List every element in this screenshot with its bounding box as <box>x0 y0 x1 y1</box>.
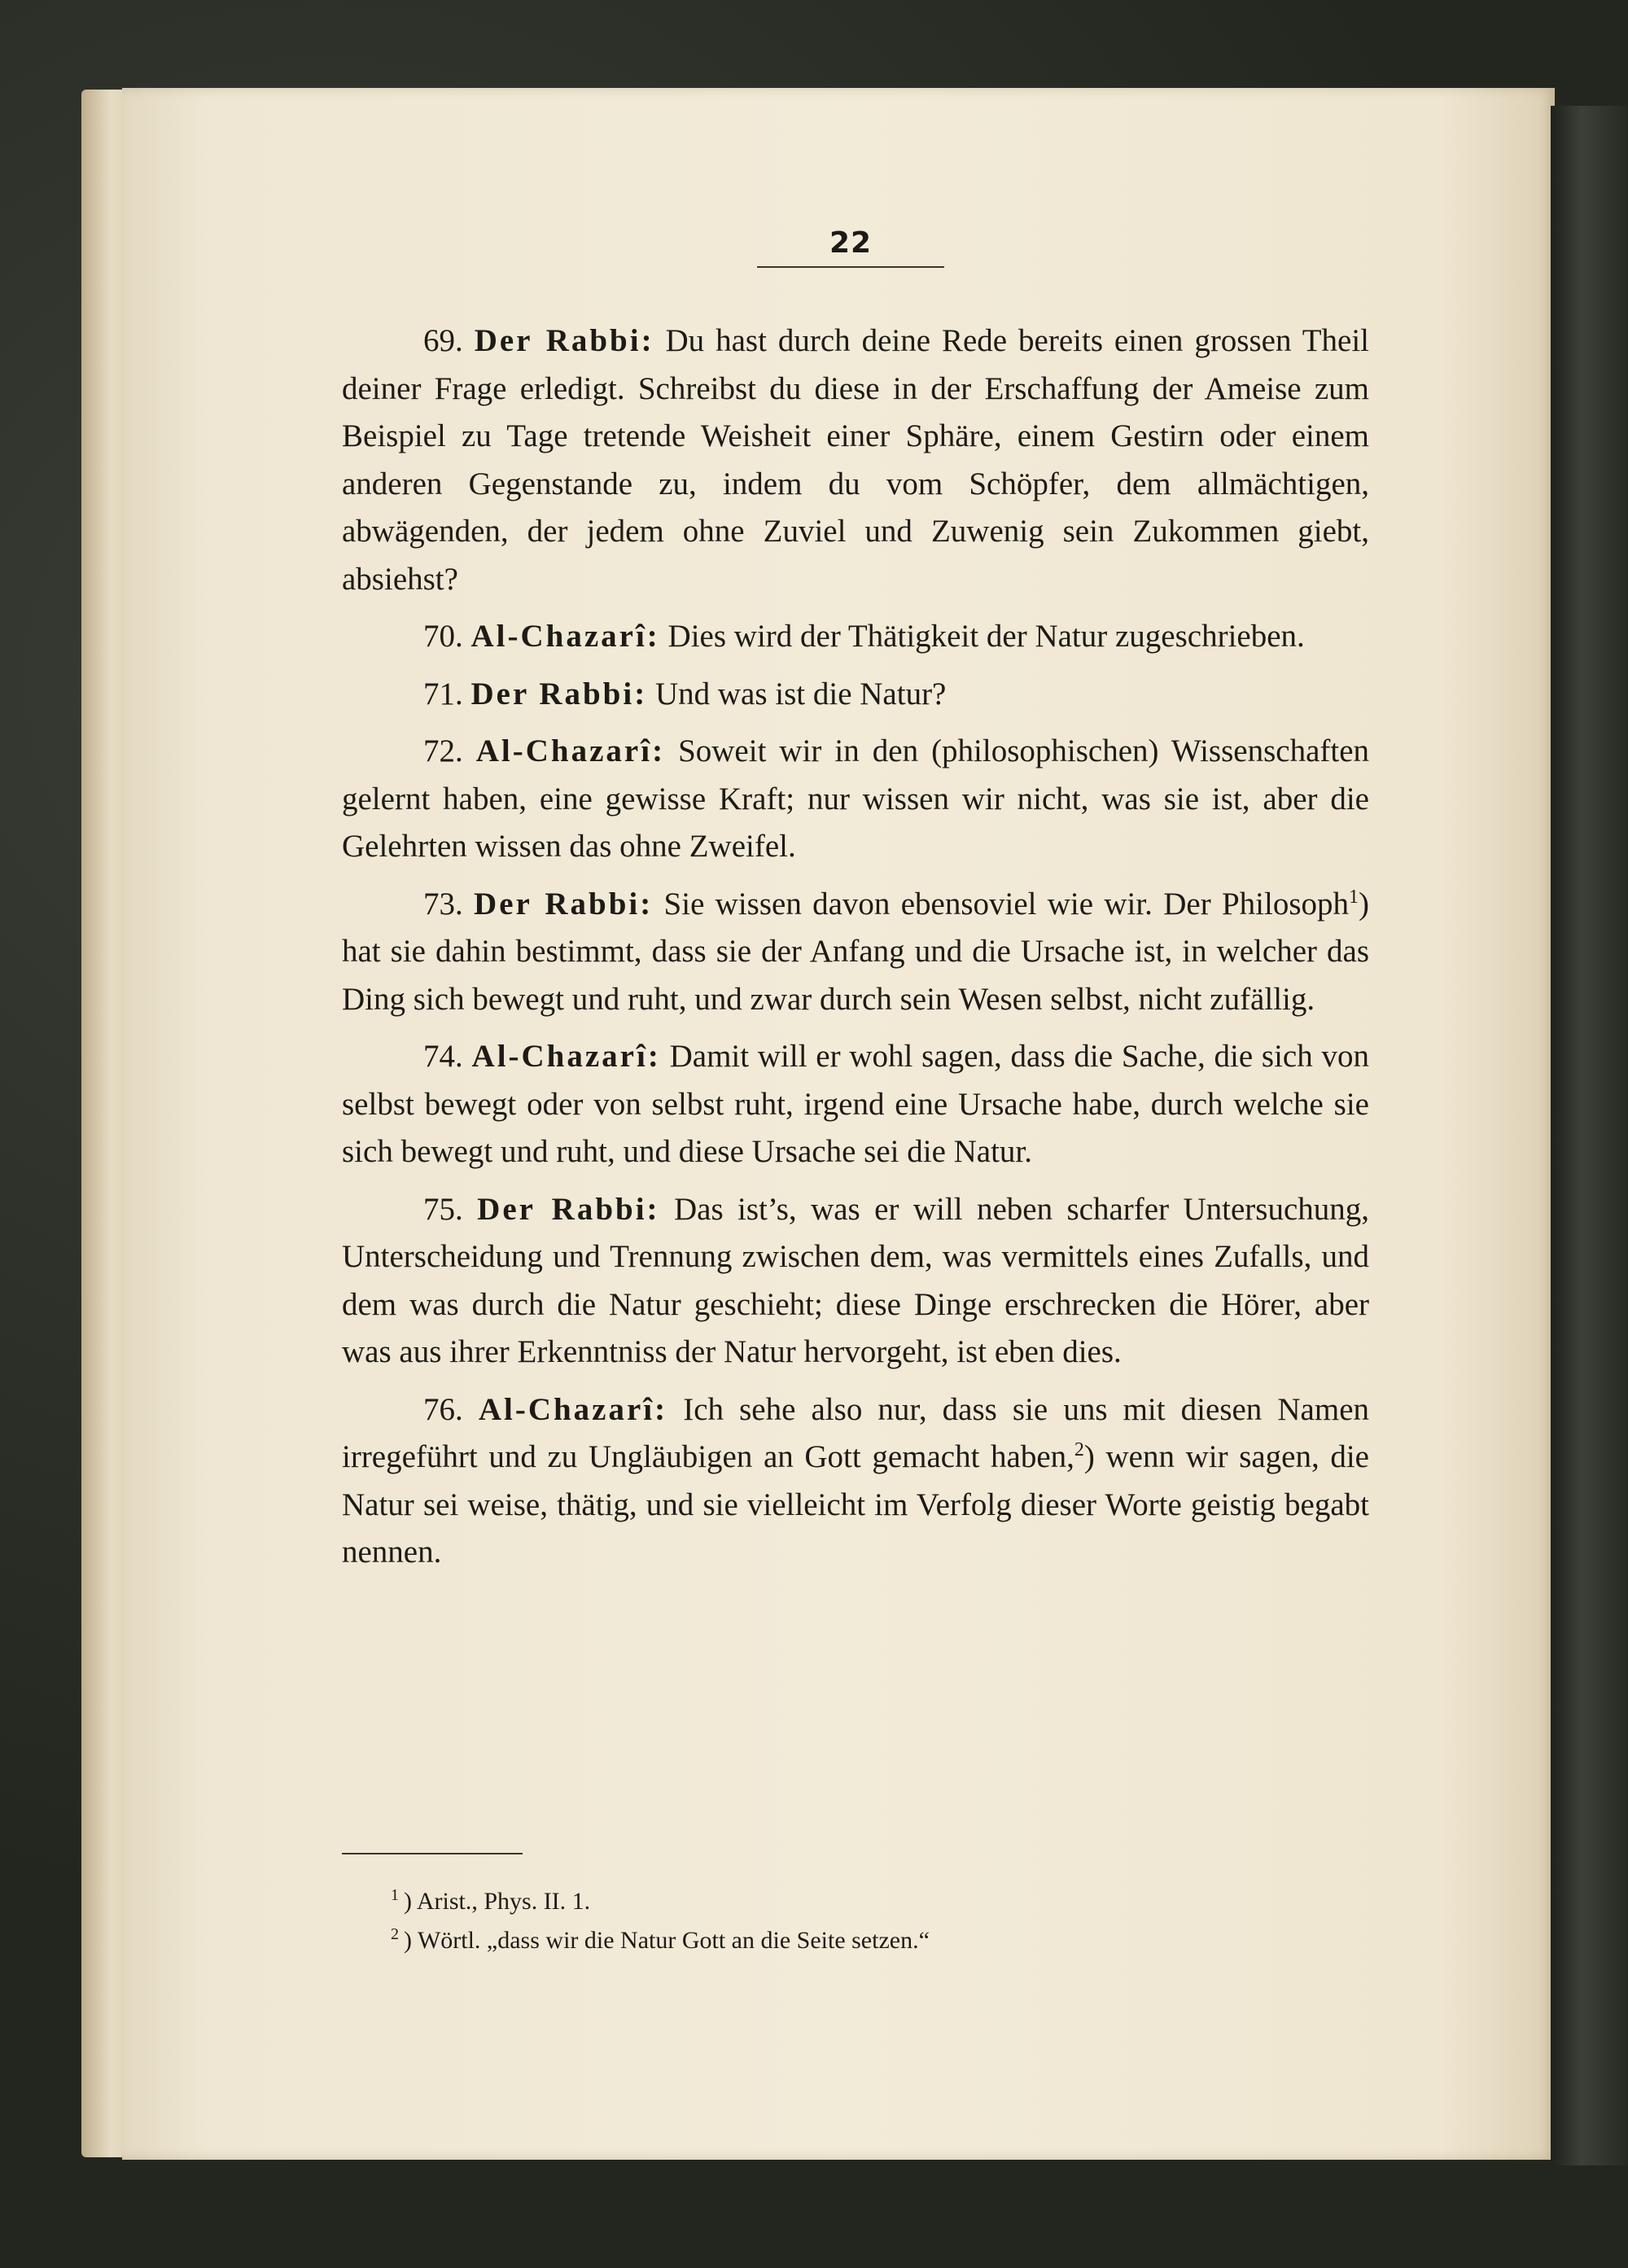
paragraph-text: Das ist’s, was er will neben scharfer Untersuchung, Unterscheidung und Trennung zwischen dem, was vermittels eines Zufalls, und dem was durch die Natur geschieht; diese Dinge erschrecken die Hörer, aber was aus ihrer Erkenntniss der Natur hervorgeht, ist eben dies. <box>342 1191 1370 1369</box>
paragraph-number: 76. <box>423 1391 463 1427</box>
paragraph-number: 74. <box>423 1039 463 1074</box>
footnote-marker: 2 <box>391 1925 399 1943</box>
paragraph-71 <box>342 671 1369 719</box>
paragraph-76 <box>342 1386 1369 1577</box>
paragraph-number: 75. <box>423 1191 463 1227</box>
footnote-1 <box>391 1882 1368 1921</box>
paragraph-72 <box>342 728 1369 871</box>
speaker: Al-Chazarî: <box>475 733 666 768</box>
paragraph-number: 70. <box>423 619 463 654</box>
page-header <box>757 226 944 268</box>
speaker: Der Rabbi: <box>474 323 654 358</box>
paragraph-text: Und was ist die Natur? <box>654 676 947 711</box>
footnote-rule <box>342 1853 523 1854</box>
speaker: Al-Chazarî: <box>470 619 660 654</box>
paragraph-number: 72. <box>423 733 463 768</box>
paragraph-text-continued: ) hat sie dahin bestimmt, dass sie der Anfang und die Ursache ist, in welcher das Ding sich bewegt und ruht, und zwar durch sein Wesen selbst, nicht zufällig. <box>342 886 1369 1017</box>
footnote-2 <box>391 1921 1368 1960</box>
book-binding-edge <box>1551 106 1628 2165</box>
footnote-reference: 1 <box>1349 886 1359 908</box>
paragraph-text: Soweit wir in den (philosophischen) Wissenschaften gelernt haben, eine gewisse Kraft; nur wissen wir nicht, was sie ist, aber die Gelehrten wissen das ohne Zweifel. <box>342 733 1370 864</box>
paragraph-text: Damit will er wohl sagen, dass die Sache, die sich von selbst bewegt oder von selbst ruht, irgend eine Ursache habe, durch welche sie sich bewegt und ruht, und diese Ursache sei die Natur. <box>342 1039 1370 1169</box>
footnotes <box>391 1882 1368 1960</box>
page-number: 22 <box>829 226 873 260</box>
paragraph-text: Du hast durch deine Rede bereits einen grossen Theil deiner Frage erledigt. Schreibst du diese in der Erschaffung der Ameise zum Beispiel zu Tage tretende Weisheit einer Sphäre, einem Gestirn oder einem anderen Gegenstande zu, indem du vom Schöpfer, dem allmächtigen, abwägenden, der jedem ohne Zuviel und Zuwenig sein Zukommen giebt, absiehst? <box>342 323 1370 597</box>
paragraph-number: 69. <box>423 323 463 358</box>
speaker: Al-Chazarî: <box>478 1391 668 1427</box>
footnote-marker: 1 <box>391 1886 399 1904</box>
footnote-reference: 2 <box>1074 1439 1084 1460</box>
paragraph-73 <box>342 881 1369 1024</box>
paragraph-text-continued: ) wenn wir sagen, die Natur sei weise, thätig, und sie vielleicht im Verfolg dieser Worte geistig begabt nennen. <box>342 1439 1369 1570</box>
speaker: Al-Chazarî: <box>471 1039 661 1074</box>
speaker: Der Rabbi: <box>474 886 654 922</box>
header-rule <box>757 266 944 268</box>
paragraph-75 <box>342 1186 1369 1377</box>
main-text <box>342 317 1369 1587</box>
paragraph-69 <box>342 317 1369 603</box>
paragraph-text: Ich sehe also nur, dass sie uns mit diesen Namen irregeführt und zu Ungläubigen an Gott gemacht haben, <box>342 1391 1370 1474</box>
speaker: Der Rabbi: <box>477 1191 660 1227</box>
footnote-text: ) Arist., Phys. II. 1. <box>404 1888 591 1915</box>
paragraph-74 <box>342 1033 1369 1176</box>
footnote-text: ) Wörtl. „dass wir die Natur Gott an die Seite setzen.“ <box>404 1927 930 1954</box>
speaker: Der Rabbi: <box>470 676 648 711</box>
paragraph-text: Dies wird der Thätigkeit der Natur zugeschrieben. <box>667 619 1305 654</box>
paragraph-text: Sie wissen davon ebensoviel wie wir. Der Philosoph <box>663 886 1349 922</box>
paragraph-number: 73. <box>423 886 463 922</box>
paragraph-70 <box>342 613 1369 661</box>
paragraph-number: 71. <box>423 676 463 711</box>
